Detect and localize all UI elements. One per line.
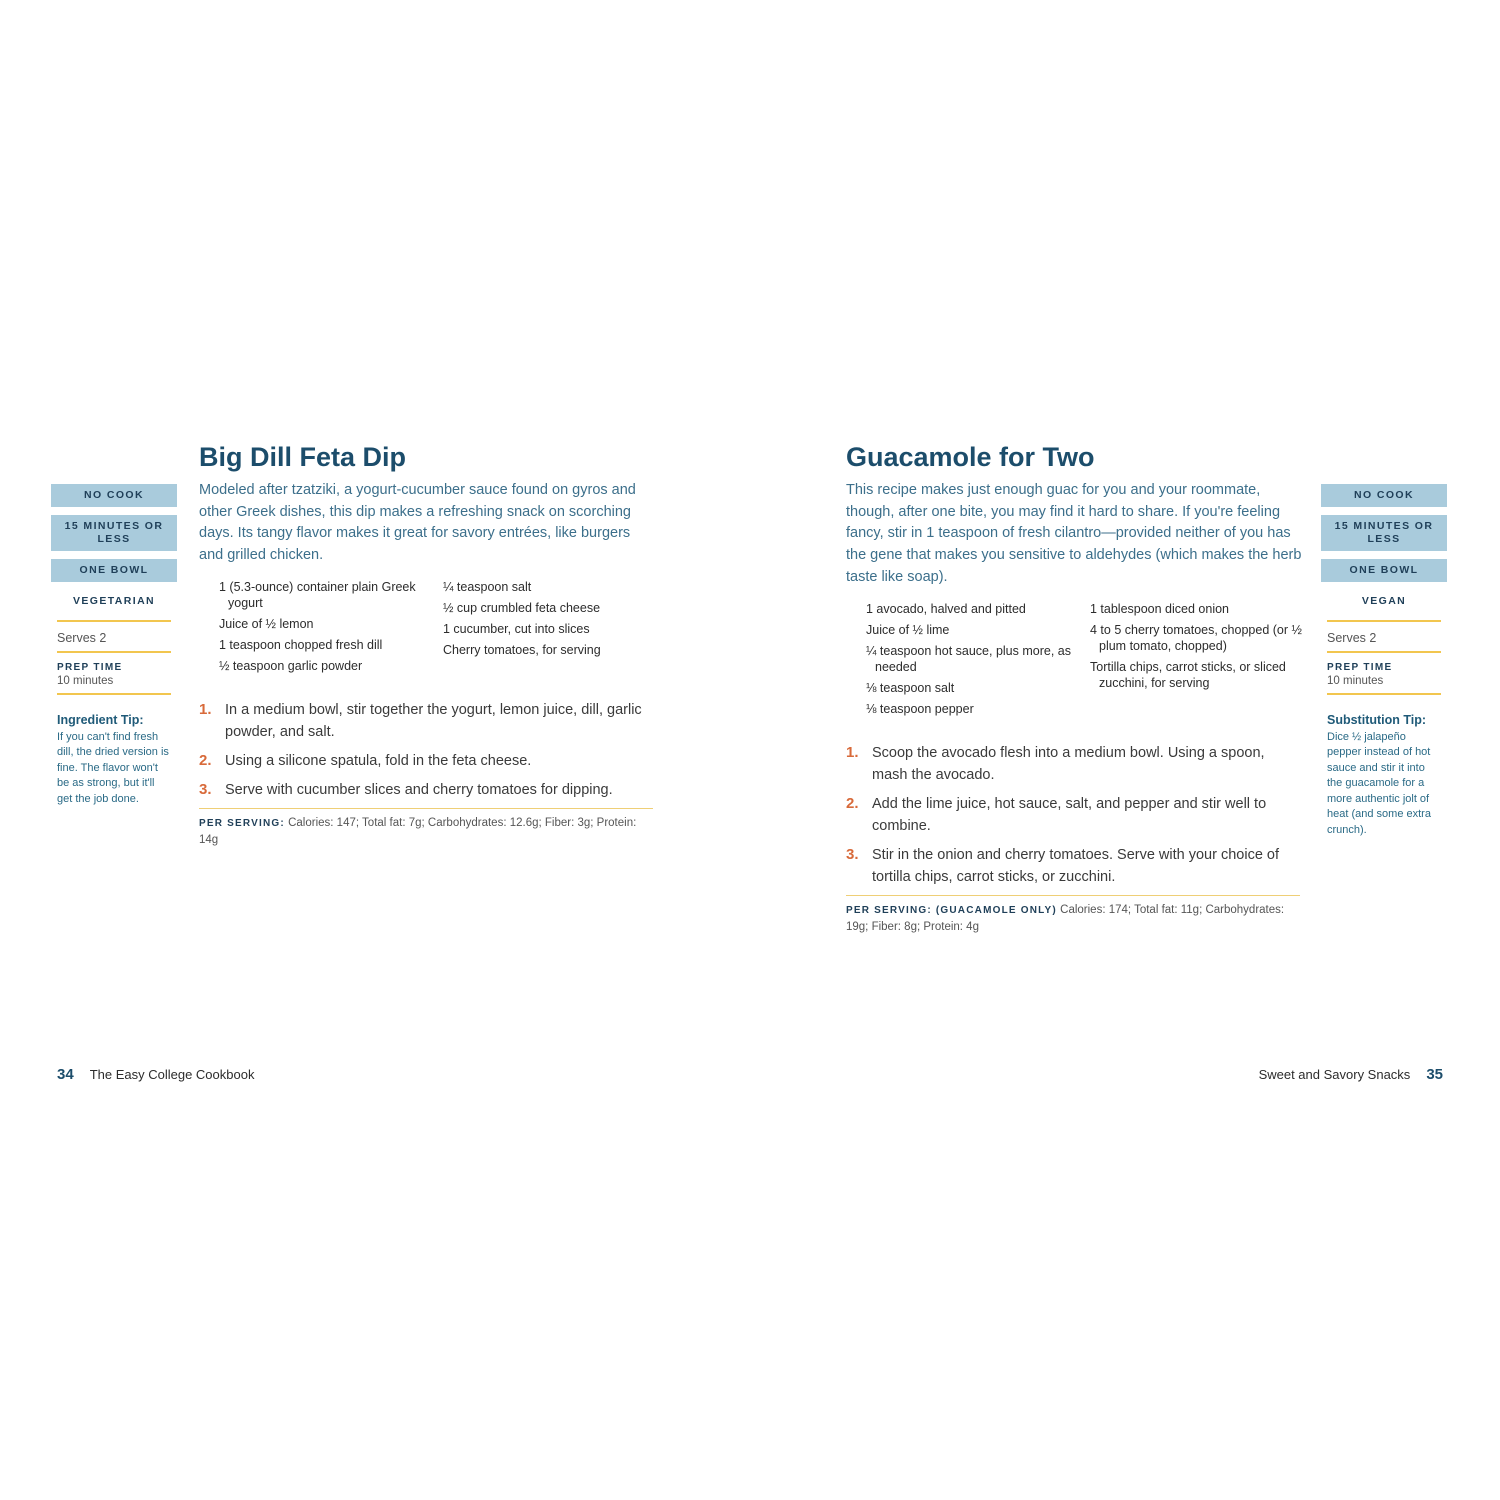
- step-text: In a medium bowl, stir together the yogurt, lemon juice, dill, garlic powder, and salt.: [225, 701, 642, 740]
- ingredient-item: ½ cup crumbled feta cheese: [443, 600, 601, 615]
- recipe-title: Big Dill Feta Dip: [199, 442, 407, 472]
- tip-text: If you can't find fresh dill, the dried version is fine. The flavor won't be as strong, but it'll get the job done.: [57, 730, 169, 805]
- nutrition-text: Calories: 147; Total fat: 7g; Carbohydrates: 12.6g; Fiber: 3g; Protein: 14g: [199, 816, 637, 846]
- nutrition-text: Calories: 174; Total fat: 11g; Carbohydrates: 19g; Fiber: 8g; Protein: 4g: [846, 903, 1285, 933]
- prep-time-value: 10 minutes: [1327, 675, 1384, 687]
- ingredient-item: 1 teaspoon chopped fresh dill: [219, 637, 383, 652]
- page-footer: [1259, 1066, 1443, 1083]
- ingredient-item: 1 tablespoon diced onion: [1090, 601, 1230, 616]
- ingredient-item: ⅛ teaspoon pepper: [866, 701, 974, 716]
- ingredients-column: [219, 579, 431, 679]
- step-text: Using a silicone spatula, fold in the feta cheese.: [225, 752, 532, 769]
- step-text: Add the lime juice, hot sauce, salt, and pepper and stir well to combine.: [872, 795, 1267, 834]
- recipe-title: Guacamole for Two: [846, 442, 1095, 472]
- ingredient-item: ¼ teaspoon salt: [443, 579, 532, 594]
- steps-list: [846, 742, 1302, 888]
- step-item: [199, 750, 655, 772]
- step-item: [846, 742, 1302, 786]
- page-footer: [57, 1066, 254, 1083]
- tip-text: Dice ½ jalapeño pepper instead of hot sauce and stir it into the guacamole for a more authentic jolt of heat (and some extra crunch).: [1327, 730, 1431, 836]
- tip-title: Substitution Tip:: [1327, 713, 1427, 727]
- nutrition-label: PER SERVING: (GUACAMOLE ONLY): [846, 904, 1057, 916]
- ingredient-item: 1 (5.3-ounce) container plain Greek yogurt: [219, 579, 416, 610]
- tag-one-bowl: ONE BOWL: [1321, 559, 1447, 582]
- step-item: [846, 844, 1302, 888]
- step-number: 1.: [846, 743, 859, 761]
- ingredient-item: Juice of ½ lime: [866, 622, 950, 637]
- tag-no-cook: NO COOK: [51, 484, 177, 507]
- ingredient-item: ¼ teaspoon hot sauce, plus more, as needed: [866, 643, 1071, 674]
- page-number: 34: [57, 1066, 74, 1083]
- tag-no-cook: NO COOK: [1321, 484, 1447, 507]
- ingredient-item: Tortilla chips, carrot sticks, or sliced zucchini, for serving: [1090, 659, 1286, 690]
- serves-text: Serves 2: [1327, 631, 1377, 645]
- step-item: [199, 699, 655, 743]
- step-number: 2.: [846, 794, 859, 812]
- step-item: [199, 779, 655, 801]
- step-number: 2.: [199, 751, 212, 769]
- step-item: [846, 793, 1302, 837]
- tag-15-minutes: 15 MINUTES OR LESS: [1321, 515, 1447, 551]
- step-text: Stir in the onion and cherry tomatoes. Serve with your choice of tortilla chips, carrot sticks, or zucchini.: [872, 846, 1280, 885]
- ingredient-item: 1 cucumber, cut into slices: [443, 621, 590, 636]
- divider: [199, 808, 653, 809]
- steps-list: [199, 699, 655, 801]
- nutrition-info: [846, 902, 1302, 935]
- ingredient-tip: [51, 695, 177, 807]
- ingredients-list: [199, 579, 655, 679]
- step-text: Serve with cucumber slices and cherry tomatoes for dipping.: [225, 781, 613, 798]
- footer-title: The Easy College Cookbook: [89, 1067, 255, 1082]
- step-number: 1.: [199, 700, 212, 718]
- ingredients-column: [431, 579, 655, 679]
- tag-15-minutes: 15 MINUTES OR LESS: [51, 515, 177, 551]
- diet-label: VEGETARIAN: [72, 594, 156, 607]
- divider: [846, 895, 1300, 896]
- recipe-intro: Modeled after tzatziki, a yogurt-cucumber sauce found on gyros and other Greek dishes, this dip makes a refreshing snack on scorching days. Its tangy flavor makes it great for savory entrées, like burgers and grilled chicken.: [199, 482, 636, 564]
- recipe-main: [846, 438, 1302, 935]
- step-number: 3.: [199, 780, 212, 798]
- ingredient-item: 1 avocado, halved and pitted: [866, 601, 1026, 616]
- ingredients-list: [846, 601, 1302, 722]
- recipe-sidebar: [51, 484, 177, 807]
- tag-one-bowl: ONE BOWL: [51, 559, 177, 582]
- ingredient-item: ½ teaspoon garlic powder: [219, 658, 363, 673]
- footer-title: Sweet and Savory Snacks: [1258, 1067, 1411, 1082]
- prep-time-label: PREP TIME: [57, 662, 123, 673]
- ingredient-item: 4 to 5 cherry tomatoes, chopped (or ½ plum tomato, chopped): [1090, 622, 1302, 653]
- substitution-tip: [1321, 695, 1447, 838]
- ingredients-column: [1078, 601, 1302, 722]
- recipe-main: [199, 438, 655, 848]
- prep-time-label: PREP TIME: [1327, 662, 1393, 673]
- recipe-intro: This recipe makes just enough guac for you and your roommate, though, after one bite, you may find it hard to share. If you're feeling fancy, stir in 1 teaspoon of fresh cilantro—provided neither of you has the gene that makes you sensitive to aldehydes (which makes the herb taste like soap).: [846, 482, 1302, 585]
- nutrition-info: [199, 815, 655, 848]
- recipe-sidebar: [1321, 484, 1447, 838]
- diet-label: VEGAN: [1361, 594, 1407, 607]
- ingredients-column: [866, 601, 1078, 722]
- page-number: 35: [1426, 1066, 1443, 1083]
- ingredient-item: Cherry tomatoes, for serving: [443, 642, 601, 657]
- nutrition-label: PER SERVING:: [199, 817, 285, 829]
- serves-text: Serves 2: [57, 631, 107, 645]
- ingredient-item: Juice of ½ lemon: [219, 616, 314, 631]
- step-number: 3.: [846, 845, 859, 863]
- ingredient-item: ⅛ teaspoon salt: [866, 680, 955, 695]
- step-text: Scoop the avocado flesh into a medium bowl. Using a spoon, mash the avocado.: [872, 744, 1265, 783]
- right-page: [750, 0, 1500, 1500]
- tip-title: Ingredient Tip:: [57, 713, 144, 727]
- prep-time-value: 10 minutes: [57, 675, 114, 687]
